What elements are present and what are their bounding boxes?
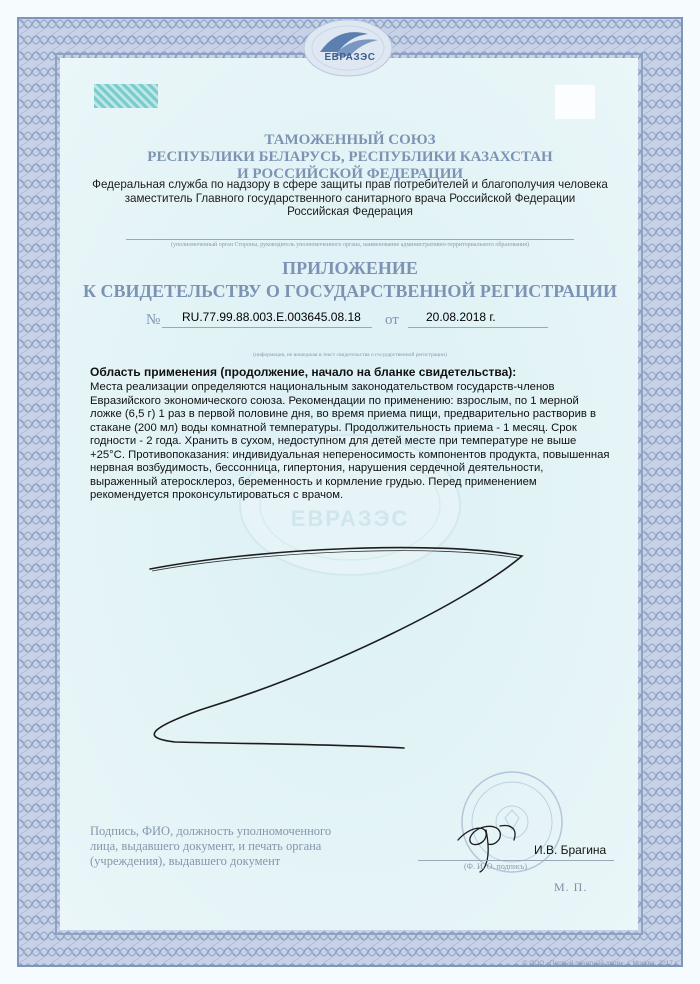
- scope-line: +25°C. Противопоказания: индивидуальная непереносимость компонентов продукта, повышенная: [90, 448, 610, 461]
- eurasec-logo-text: ЕВРАЗЭС: [324, 52, 376, 63]
- signature-caption: [90, 824, 390, 869]
- signature-caption-line: лица, выдавшего документ, и печать органа: [90, 839, 322, 853]
- signatory-name: И.В. Брагина: [534, 843, 607, 857]
- registration-number: RU.77.99.88.003.E.003645.08.18: [182, 310, 361, 324]
- registration-date: 20.08.2018 г.: [426, 310, 496, 324]
- union-line-3: И РОССИЙСКОЙ ФЕДЕРАЦИИ: [236, 166, 464, 182]
- union-line-1: ТАМОЖЕННЫЙ СОЮЗ: [264, 132, 436, 148]
- scope-section-title: Область применения (продолжение, начало на бланке свидетельства):: [90, 365, 517, 379]
- scope-line: Евразийского экономического союза. Рекомендации по применению: взрослым, по 1 мерной: [90, 394, 579, 407]
- printer-copyright: © ООО «Первый печатный двор», г. Москва, 2017 г.: [522, 960, 678, 967]
- scope-line: годности - 2 года. Хранить в сухом, недоступном для детей месте при температуре не выше: [90, 435, 577, 447]
- appendix-subtitle: К СВИДЕТЕЛЬСТВУ О ГОСУДАРСТВЕННОЙ РЕГИСТРАЦИИ: [83, 281, 617, 301]
- scope-line: ложке (6,5 г) 1 раз в первой половине дня, во время приема пищи, предварительно растворив в: [90, 408, 597, 420]
- authority-line-1: Федеральная служба по надзору в сфере защиты прав потребителей и благополучия человека: [92, 178, 608, 191]
- fio-caption: (Ф. И. О. подпись): [464, 862, 528, 871]
- scope-line: Места реализации определяются национальным законодательством государств-членов: [90, 381, 555, 393]
- signature-caption-line: (учреждения), выдавшего документ: [90, 854, 281, 868]
- appendix-title: ПРИЛОЖЕНИЕ: [282, 258, 418, 278]
- signature-underline: [418, 860, 614, 861]
- signature-caption-line: Подпись, ФИО, должность уполномоченного: [90, 824, 332, 838]
- authority-line-3: Российская Федерация: [287, 205, 413, 218]
- z-strike-mark: [150, 548, 522, 748]
- number-label: №: [146, 312, 161, 328]
- scope-line: стакане (200 мл) воды комнатной температуры. Продолжительность приема - 1 месяц. Срок: [90, 421, 577, 434]
- authority-line-2: заместитель Главного государственного санитарного врача Российской Федерации: [124, 191, 576, 205]
- date-label: от: [385, 312, 399, 328]
- registration-caption: (информация, не вошедшая в текст свидетельства о государственной регистрации): [253, 352, 447, 358]
- scope-line: нервная возбудимость, бессонница, гипертония, нарушения сердечной деятельности,: [90, 462, 544, 474]
- authority-caption: (уполномоченный орган Стороны, руководитель уполномоченного органа, наименование административно-территориального образования): [171, 242, 529, 248]
- official-stamp: [462, 772, 562, 872]
- union-line-2: РЕСПУБЛИКИ БЕЛАРУСЬ, РЕСПУБЛИКИ КАЗАХСТАН: [147, 149, 553, 165]
- scope-line: рекомендуется проконсультироваться с врачом.: [90, 489, 344, 501]
- stamp-place-label: М. П.: [554, 880, 588, 894]
- scope-line: выраженный атеросклероз, беременность и кормление грудью. Перед применением: [90, 475, 537, 488]
- watermark-text: ЕВРАЗЭС: [290, 506, 410, 531]
- z-strike-mark-2: [152, 551, 518, 571]
